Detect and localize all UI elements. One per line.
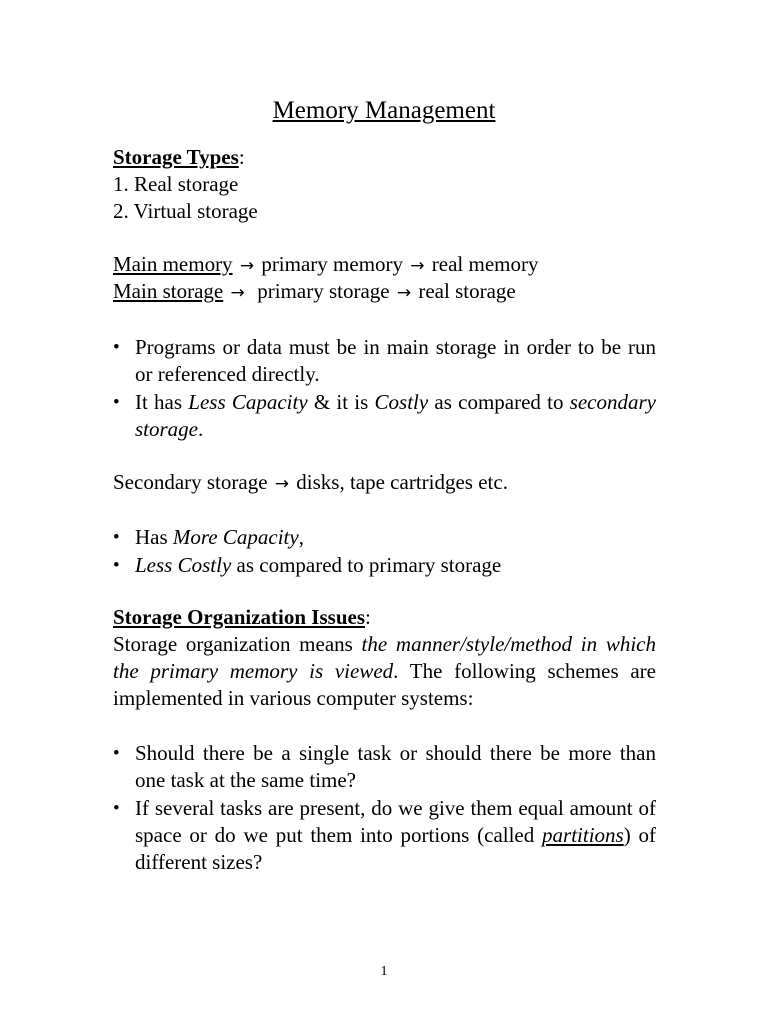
memory-mappings [113,251,656,305]
list-item: • Should there be a single task or should there be more than one task at the same time? [113,740,656,794]
secondary-storage-bullets [113,524,656,579]
storage-organization-section [113,604,656,712]
right-arrow-icon: → [274,474,290,494]
storage-types-heading-line: Storage Types: [113,145,245,169]
mapping-line-main-memory: Main memory → primary memory → real memory [113,251,656,278]
page-number: 1 [380,964,388,979]
storage-types-heading: Storage Types [113,145,239,169]
storage-type-item: 1. Real storage [113,172,239,196]
right-arrow-icon: → [396,283,412,303]
main-storage-bullets [113,334,656,443]
storage-organization-heading-line: Storage Organization Issues: [113,605,371,629]
storage-organization-heading: Storage Organization Issues [113,605,365,629]
storage-organization-paragraph: Storage organization means the manner/style/method in which the primary memory is viewed. The following schemes are implemented in various computer systems: [113,632,656,710]
list-item: • If several tasks are present, do we give them equal amount of space or do we put them into portions (called partitions) of different sizes? [113,795,656,876]
list-item: • It has Less Capacity & it is Costly as compared to secondary storage. [113,389,656,443]
organization-issues-bullets [113,740,656,876]
list-item: • Less Costly as compared to primary storage [113,552,656,579]
right-arrow-icon: → [410,256,425,276]
page-title: Memory Management [272,97,496,124]
right-arrow-icon: → [230,283,245,303]
list-item: • Programs or data must be in main storage in order to be run or referenced directly. [113,334,656,388]
storage-type-item: 2. Virtual storage [113,199,258,223]
storage-types-section [113,144,656,225]
mapping-line-main-storage: Main storage → primary storage → real storage [113,278,656,305]
right-arrow-icon: → [239,256,255,276]
list-item: • Has More Capacity, [113,524,656,551]
secondary-storage-line: Secondary storage → disks, tape cartridges etc. [113,469,656,496]
